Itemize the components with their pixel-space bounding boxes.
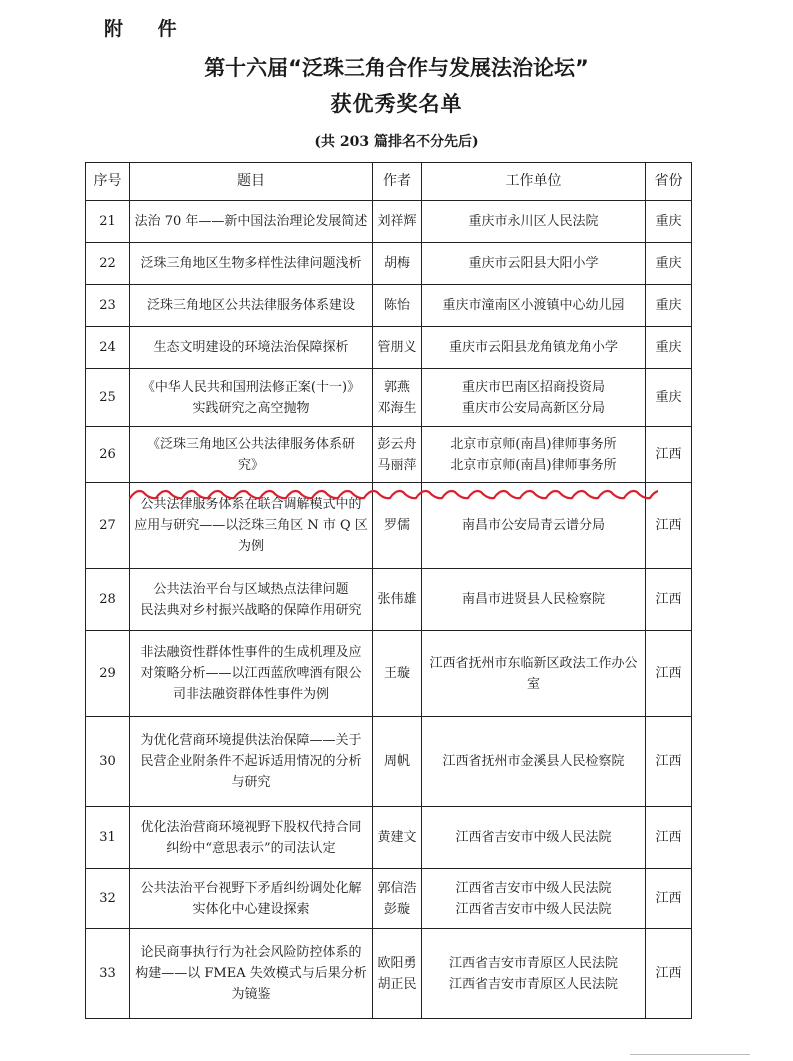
paper-title-line: 与研究 xyxy=(231,775,271,790)
work-units xyxy=(422,327,646,369)
header-unit: 工作单位 xyxy=(422,163,646,201)
province: 江西 xyxy=(646,483,692,569)
row-number: 21 xyxy=(86,201,130,243)
table-body xyxy=(86,201,692,1019)
table-row xyxy=(86,807,692,869)
table-row xyxy=(86,369,692,427)
paper-title-line: 论民商事执行行为社会风险防控体系的 xyxy=(140,945,362,960)
work-unit: 江西省吉安市中级人民法院 xyxy=(455,830,612,845)
paper-title-line: 为例 xyxy=(237,539,264,554)
row-number: 32 xyxy=(86,869,130,929)
paper-title-line: 实体化中心建设探索 xyxy=(192,901,310,917)
paper-title xyxy=(130,807,373,869)
author-name: 胡正民 xyxy=(377,976,417,992)
paper-title-line: 泛珠三角地区生物多样性法律问题浅析 xyxy=(140,256,362,271)
paper-title-line: 实践研究之高空抛物 xyxy=(192,400,310,416)
province: 江西 xyxy=(646,869,692,929)
document-subtitle: 获优秀奖名单 xyxy=(330,92,463,116)
paper-title xyxy=(130,369,373,427)
paper-title-line: 《中华人民共和国刑法修正案(十一)》 xyxy=(141,379,361,395)
paper-title-line: 生态文明建设的环境法治保障探析 xyxy=(153,340,349,355)
paper-title xyxy=(130,929,373,1019)
paper-title xyxy=(130,285,373,327)
table-row xyxy=(86,717,692,807)
work-unit: 江西省抚州市东临新区政法工作办公 xyxy=(429,655,638,671)
author-names xyxy=(373,717,422,807)
work-unit: 江西省吉安市青原区人民法院 xyxy=(448,976,618,992)
author-names xyxy=(373,569,422,631)
province: 江西 xyxy=(646,569,692,631)
paper-title-line: 法治 70 年——新中国法治理论发展简述 xyxy=(134,214,368,229)
author-names xyxy=(373,243,422,285)
work-unit: 重庆市潼南区小渡镇中心幼儿园 xyxy=(442,298,625,313)
scan-edge-line xyxy=(630,1054,750,1055)
paper-title xyxy=(130,631,373,717)
author-name: 彭璇 xyxy=(383,901,410,917)
header-no: 序号 xyxy=(86,163,130,201)
paper-title xyxy=(130,243,373,285)
author-names xyxy=(373,631,422,717)
author-name: 刘祥辉 xyxy=(377,214,417,229)
work-units xyxy=(422,929,646,1019)
author-name: 管朋义 xyxy=(377,340,417,355)
count-note: (共 203 篇排名不分先后) xyxy=(314,134,479,150)
province: 江西 xyxy=(646,929,692,1019)
header-author: 作者 xyxy=(373,163,422,201)
row-number: 27 xyxy=(86,483,130,569)
author-names xyxy=(373,807,422,869)
work-unit: 重庆市巴南区招商投资局 xyxy=(461,379,605,395)
work-units xyxy=(422,285,646,327)
work-unit: 江西省吉安市青原区人民法院 xyxy=(448,955,618,971)
paper-title-line: 纠纷中“意思表示”的司法认定 xyxy=(166,840,336,856)
author-names xyxy=(373,327,422,369)
province: 江西 xyxy=(646,427,692,483)
author-name: 郭信浩 xyxy=(377,880,417,896)
table-row xyxy=(86,631,692,717)
paper-title-line: 民营企业附条件不起诉适用情况的分析 xyxy=(140,754,362,769)
province: 重庆 xyxy=(646,369,692,427)
author-names xyxy=(373,869,422,929)
paper-title-line: 公共法律服务体系在联合调解模式中的 xyxy=(140,497,362,512)
work-unit: 江西省抚州市金溪县人民检察院 xyxy=(442,754,625,769)
work-units xyxy=(422,243,646,285)
paper-title xyxy=(130,427,373,483)
paper-title xyxy=(130,569,373,631)
author-name: 张伟雄 xyxy=(377,592,417,607)
author-name: 黄建文 xyxy=(377,830,417,845)
province: 重庆 xyxy=(646,201,692,243)
work-unit: 室 xyxy=(526,676,540,692)
province: 江西 xyxy=(646,717,692,807)
province: 重庆 xyxy=(646,243,692,285)
work-unit: 北京市京师(南昌)律师事务所 xyxy=(450,457,617,473)
work-units xyxy=(422,427,646,483)
row-number: 24 xyxy=(86,327,130,369)
work-unit: 重庆市永川区人民法院 xyxy=(468,214,599,229)
paper-title-line: 民法典对乡村振兴战略的保障作用研究 xyxy=(140,602,362,618)
work-units xyxy=(422,631,646,717)
author-name: 邓海生 xyxy=(377,400,417,416)
paper-title xyxy=(130,717,373,807)
paper-title-line: 公共法治平台视野下矛盾纠纷调处化解 xyxy=(140,880,362,896)
paper-title-line: 为镜鉴 xyxy=(231,987,271,1002)
province: 重庆 xyxy=(646,327,692,369)
table-row xyxy=(86,569,692,631)
work-unit: 南昌市公安局青云谱分局 xyxy=(461,518,605,533)
paper-title-line: 司非法融资群体性事件为例 xyxy=(172,687,329,702)
paper-title-line: 究》 xyxy=(237,457,264,473)
author-name: 胡梅 xyxy=(383,256,410,271)
work-unit: 重庆市云阳县龙角镇龙角小学 xyxy=(448,340,618,355)
paper-title-line: 优化法治营商环境视野下股权代持合同 xyxy=(140,819,362,835)
paper-title-line: 《泛珠三角地区公共法律服务体系研 xyxy=(146,436,355,452)
province: 江西 xyxy=(646,807,692,869)
province: 江西 xyxy=(646,631,692,717)
paper-title-line: 公共法治平台与区域热点法律问题 xyxy=(153,581,349,597)
table-row xyxy=(86,427,692,483)
row-number: 31 xyxy=(86,807,130,869)
award-table xyxy=(85,162,692,1019)
header-title: 题目 xyxy=(130,163,373,201)
attachment-label: 附 件 xyxy=(104,18,191,40)
paper-title-line: 对策略分析——以江西蓝欣啤酒有限公 xyxy=(140,666,362,681)
paper-title xyxy=(130,327,373,369)
work-units xyxy=(422,807,646,869)
work-unit: 重庆市云阳县大阳小学 xyxy=(468,256,599,271)
work-unit: 江西省吉安市中级人民法院 xyxy=(455,901,612,917)
work-unit: 江西省吉安市中级人民法院 xyxy=(455,880,612,896)
author-names xyxy=(373,427,422,483)
paper-title xyxy=(130,201,373,243)
table-row xyxy=(86,869,692,929)
paper-title-line: 非法融资性群体性事件的生成机理及应 xyxy=(140,645,362,660)
author-name: 王璇 xyxy=(383,666,410,681)
table-row xyxy=(86,201,692,243)
work-units xyxy=(422,717,646,807)
table-row xyxy=(86,285,692,327)
paper-title-line: 构建——以 FMEA 失效模式与后果分析 xyxy=(135,966,367,981)
table-header-row xyxy=(86,163,692,201)
work-unit: 北京市京师(南昌)律师事务所 xyxy=(450,436,617,452)
work-units xyxy=(422,369,646,427)
author-name: 欧阳勇 xyxy=(377,955,417,971)
author-name: 罗儒 xyxy=(383,518,410,533)
table-row xyxy=(86,243,692,285)
table-row xyxy=(86,929,692,1019)
author-names xyxy=(373,285,422,327)
work-units xyxy=(422,869,646,929)
row-number: 28 xyxy=(86,569,130,631)
document-title: 第十六届“泛珠三角合作与发展法治论坛” xyxy=(204,56,589,80)
author-name: 彭云舟 xyxy=(377,436,417,452)
wavy-underline-mark xyxy=(128,484,658,506)
table-row xyxy=(86,327,692,369)
author-names xyxy=(373,369,422,427)
author-names xyxy=(373,201,422,243)
paper-title xyxy=(130,869,373,929)
header-province: 省份 xyxy=(646,163,692,201)
row-number: 23 xyxy=(86,285,130,327)
row-number: 33 xyxy=(86,929,130,1019)
author-name: 郭燕 xyxy=(383,379,410,395)
work-units xyxy=(422,201,646,243)
author-name: 马丽萍 xyxy=(377,457,417,473)
row-number: 22 xyxy=(86,243,130,285)
province: 重庆 xyxy=(646,285,692,327)
row-number: 29 xyxy=(86,631,130,717)
row-number: 30 xyxy=(86,717,130,807)
work-unit: 重庆市公安局高新区分局 xyxy=(461,400,605,416)
author-name: 周帆 xyxy=(383,754,410,769)
author-names xyxy=(373,929,422,1019)
author-name: 陈怡 xyxy=(383,298,410,313)
paper-title-line: 为优化营商环境提供法治保障——关于 xyxy=(140,733,362,748)
row-number: 26 xyxy=(86,427,130,483)
paper-title-line: 应用与研究——以泛珠三角区 N 市 Q 区 xyxy=(134,518,368,533)
row-number: 25 xyxy=(86,369,130,427)
paper-title-line: 泛珠三角地区公共法律服务体系建设 xyxy=(146,298,355,313)
work-units xyxy=(422,569,646,631)
work-unit: 南昌市进贤县人民检察院 xyxy=(461,592,605,607)
